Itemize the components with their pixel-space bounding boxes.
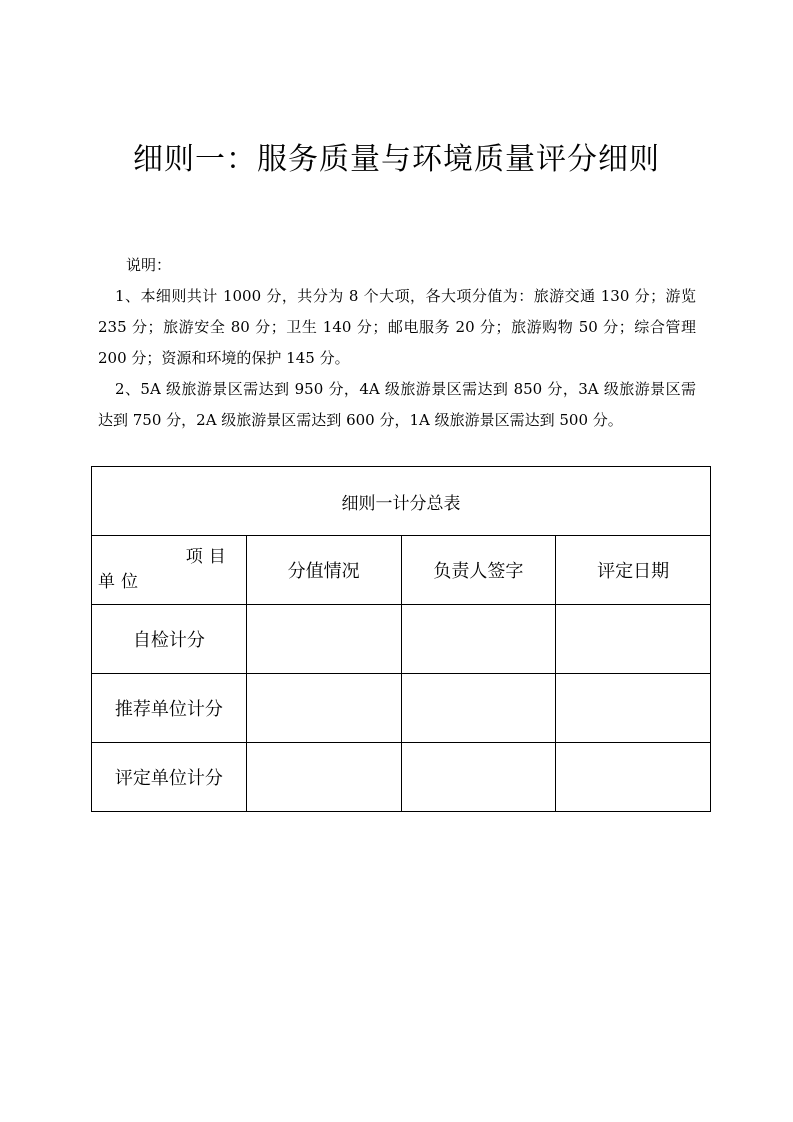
table-row bbox=[92, 743, 711, 812]
row-label-evaluating-unit: 评定单位计分 bbox=[92, 743, 247, 812]
header-corner-cell bbox=[92, 536, 247, 605]
cell-signature bbox=[401, 743, 556, 812]
table-caption: 细则一计分总表 bbox=[92, 467, 711, 536]
column-header-score: 分值情况 bbox=[246, 536, 401, 605]
score-summary-table bbox=[91, 466, 711, 812]
note-item-1: 1、本细则共计 1000 分，共分为 8 个大项，各大项分值为：旅游交通 130 分；游览 235 分；旅游安全 80 分；卫生 140 分；邮电服务 20 分；旅游购物 50 分；综合管理 200 分；资源和环境的保护 145 分。 bbox=[98, 287, 696, 367]
page-title: 细则一：服务质量与环境质量评分细则 bbox=[133, 142, 660, 177]
cell-date bbox=[556, 605, 711, 674]
column-header-signature: 负责人签字 bbox=[401, 536, 556, 605]
notes-heading: 说明： bbox=[126, 256, 172, 274]
cell-date bbox=[556, 674, 711, 743]
cell-signature bbox=[401, 674, 556, 743]
table-row bbox=[92, 605, 711, 674]
column-header-date: 评定日期 bbox=[556, 536, 711, 605]
cell-score bbox=[246, 743, 401, 812]
row-label-self-check: 自检计分 bbox=[92, 605, 247, 674]
cell-signature bbox=[401, 605, 556, 674]
row-label-recommending-unit: 推荐单位计分 bbox=[92, 674, 247, 743]
cell-date bbox=[556, 743, 711, 812]
table-row bbox=[92, 674, 711, 743]
corner-label-unit: 单位 bbox=[98, 572, 144, 592]
table-caption-row bbox=[92, 467, 711, 536]
note-item-2: 2、5A 级旅游景区需达到 950 分，4A 级旅游景区需达到 850 分，3A 级旅游景区需达到 750 分，2A 级旅游景区需达到 600 分，1A 级旅游景区需达到 500 分。 bbox=[98, 380, 696, 429]
corner-label-item: 项目 bbox=[185, 547, 232, 567]
table-header-row bbox=[92, 536, 711, 605]
cell-score bbox=[246, 605, 401, 674]
cell-score bbox=[246, 674, 401, 743]
